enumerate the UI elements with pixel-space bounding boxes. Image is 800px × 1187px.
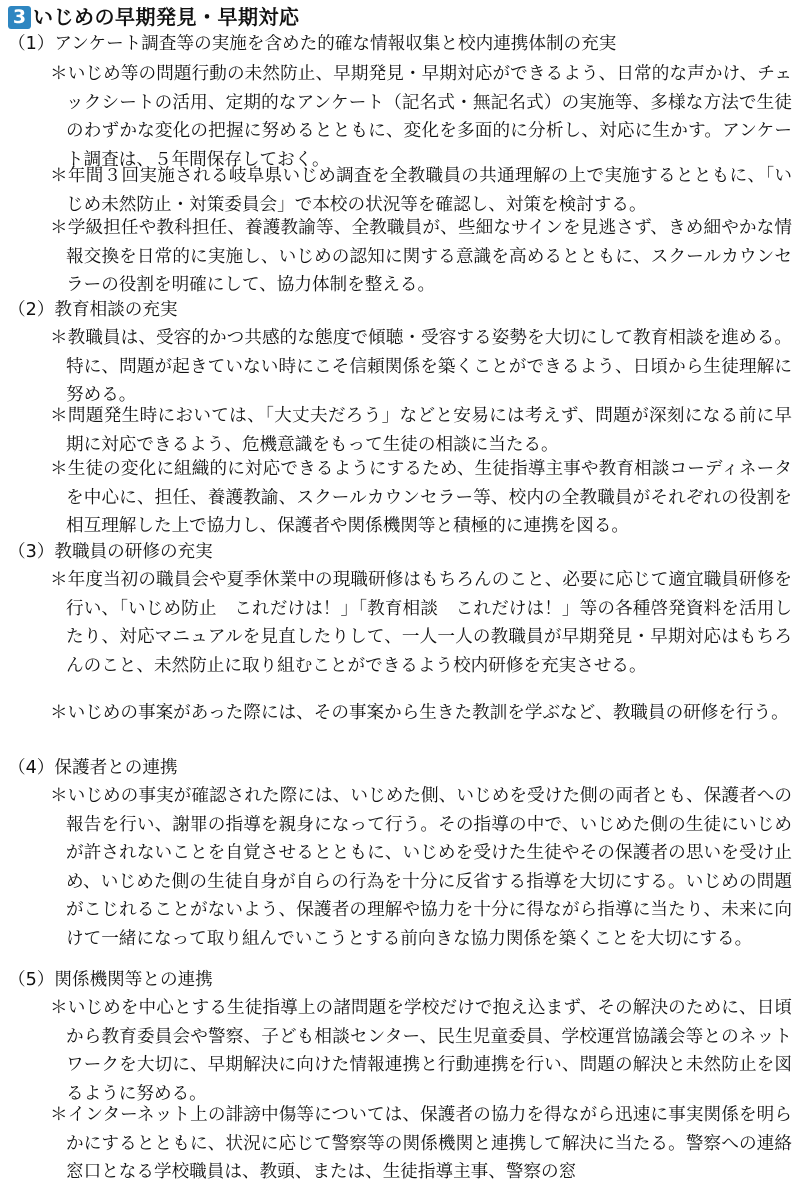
list-item: ＊いじめの事実が確認された際には、いじめた側、いじめを受けた側の両者とも、保護者への報告を行い、謝罪の指導を親身になって行う。その指導の中で、いじめた側の生徒にいじめが許されないことを自覚させるとともに、いじめを受けた生徒やその保護者の思いを受け止め、いじめた側の生徒自身が自らの行為を十分に反省する指導を大切にする。いじめの問題がこじれることがないよう、保護者の理解や協力を十分に得ながら指導に当たり、未来に向けて一緒になって取り組んでいこうとする前向きな協力関係を築くことを大切にする。: [50, 786, 792, 949]
subsection-heading-4: （4）保護者との連携: [8, 758, 178, 778]
section-title: [8, 5, 300, 29]
list-item: ＊学級担任や教科担任、養護教諭等、全教職員が、些細なサインを見逃さず、きめ細やかな情報交換を日常的に実施し、いじめの認知に関する意識を高めるとともに、スクールカウンセラーの役割を明確にして、協力体制を整える。: [50, 218, 792, 296]
list-item: ＊年度当初の職員会や夏季休業中の現職研修はもちろんのこと、必要に応じて適宜職員研修を行い、「いじめ防止 これだけは！」「教育相談 これだけは！」等の各種啓発資料を活用したり、対応マニュアルを見直したりして、一人一人の教職員が早期発見・早期対応はもちろんのこと、未然防止に取り組むことができるよう校内研修を充実させる。: [50, 570, 792, 676]
list-item: ＊いじめ等の問題行動の未然防止、早期発見・早期対応ができるよう、日常的な声かけ、チェックシートの活用、定期的なアンケート（記名式・無記名式）の実施等、多様な方法で生徒のわずかな変化の把握に努めるとともに、変化を多面的に分析し、対応に生かす。アンケート調査は、５年間保存しておく。: [50, 64, 792, 170]
subsection-heading-5: （5）関係機関等との連携: [8, 970, 213, 990]
section-number-badge: 3: [8, 6, 31, 29]
subsection-heading-3: （3）教職員の研修の充実: [8, 542, 213, 562]
section-title-text: いじめの早期発見・早期対応: [33, 5, 300, 29]
subsection-heading-1: （1）アンケート調査等の実施を含めた的確な情報収集と校内連携体制の充実: [8, 34, 617, 54]
list-item: ＊年間３回実施される岐阜県いじめ調査を全教職員の共通理解の上で実施するとともに、「いじめ未然防止・対策委員会」で本校の状況等を確認し、対策を検討する。: [50, 166, 792, 215]
list-item: ＊教職員は、受容的かつ共感的な態度で傾聴・受容する姿勢を大切にして教育相談を進める。特に、問題が起きていない時にこそ信頼関係を築くことができるよう、日頃から生徒理解に努める。: [50, 328, 792, 406]
subsection-heading-2: （2）教育相談の充実: [8, 300, 178, 320]
list-item: ＊いじめの事案があった際には、その事案から生きた教訓を学ぶなど、教職員の研修を行う。: [50, 703, 789, 723]
list-item: ＊問題発生時においては、「大丈夫だろう」などと安易には考えず、問題が深刻になる前に早期に対応できるよう、危機意識をもって生徒の相談に当たる。: [50, 406, 792, 455]
list-item: ＊インターネット上の誹謗中傷等については、保護者の協力を得ながら迅速に事実関係を明らかにするとともに、状況に応じて警察等の関係機関と連携して解決に当たる。警察への連絡窓口となる学校職員は、教頭、または、生徒指導主事、警察の窓: [50, 1105, 792, 1183]
list-item: ＊生徒の変化に組織的に対応できるようにするため、生徒指導主事や教育相談コーディネータを中心に、担任、養護教諭、スクールカウンセラー等、校内の全教職員がそれぞれの役割を相互理解した上で協力し、保護者や関係機関等と積極的に連携を図る。: [50, 459, 792, 537]
list-item: ＊いじめを中心とする生徒指導上の諸問題を学校だけで抱え込まず、その解決のために、日頃から教育委員会や警察、子ども相談センター、民生児童委員、学校運営協議会等とのネットワークを大切に、早期解決に向けた情報連携と行動連携を行い、問題の解決と未然防止を図るように努める。: [50, 998, 792, 1104]
